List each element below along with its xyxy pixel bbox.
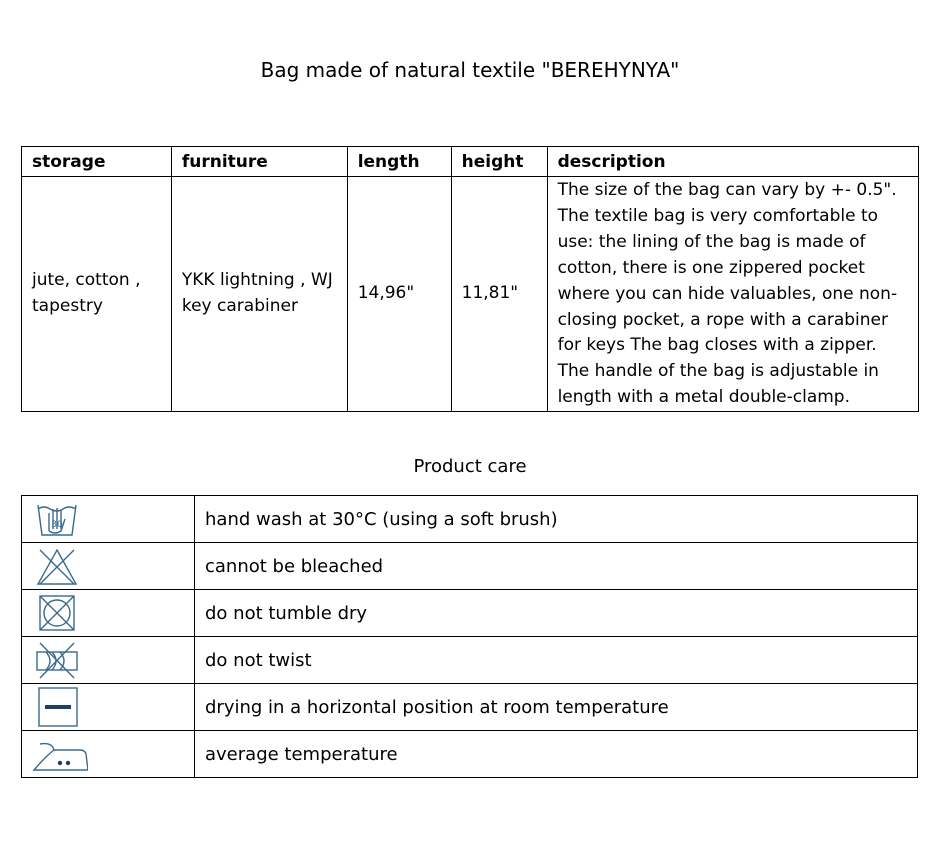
hand-wash-icon	[32, 499, 82, 539]
care-table	[21, 495, 918, 778]
header-storage: storage	[22, 147, 172, 177]
care-row	[22, 496, 918, 543]
cell-furniture: YKK lightning , WJ key carabiner	[171, 177, 347, 412]
care-text: cannot be bleached	[195, 543, 918, 590]
document-title: Bag made of natural textile "BEREHYNYA"	[260, 58, 680, 82]
no-tumble-dry-icon	[32, 593, 82, 633]
care-title: Product care	[413, 456, 527, 477]
care-text: do not tumble dry	[195, 590, 918, 637]
header-length: length	[347, 147, 451, 177]
care-text: hand wash at 30°C (using a soft brush)	[195, 496, 918, 543]
header-height: height	[451, 147, 547, 177]
care-row	[22, 543, 918, 590]
dry-flat-icon	[32, 686, 82, 728]
care-text: average temperature	[195, 731, 918, 778]
iron-medium-icon	[32, 734, 88, 774]
care-row	[22, 590, 918, 637]
cell-description: The size of the bag can vary by +- 0.5". The textile bag is very comfortable to use: the lining of the bag is made of cotton, there is one zippered pocket where you can hide valuables, one non-closing pocket, a rope with a carabiner for keys The bag closes with a zipper. The handle of the bag is adjustable in length with a metal double-clamp.	[547, 177, 918, 412]
care-row	[22, 731, 918, 778]
care-text: drying in a horizontal position at room temperature	[195, 684, 918, 731]
cell-length: 14,96"	[347, 177, 451, 412]
header-furniture: furniture	[171, 147, 347, 177]
spec-data-row	[22, 177, 919, 412]
spec-header-row	[22, 147, 919, 177]
spec-table	[21, 146, 919, 412]
care-row	[22, 637, 918, 684]
cell-storage: jute, cotton , tapestry	[22, 177, 172, 412]
care-row	[22, 684, 918, 731]
no-bleach-icon	[32, 546, 82, 586]
no-wring-icon	[32, 640, 82, 680]
svg-text:30: 30	[51, 520, 63, 530]
care-text: do not twist	[195, 637, 918, 684]
header-description: description	[547, 147, 918, 177]
cell-height: 11,81"	[451, 177, 547, 412]
